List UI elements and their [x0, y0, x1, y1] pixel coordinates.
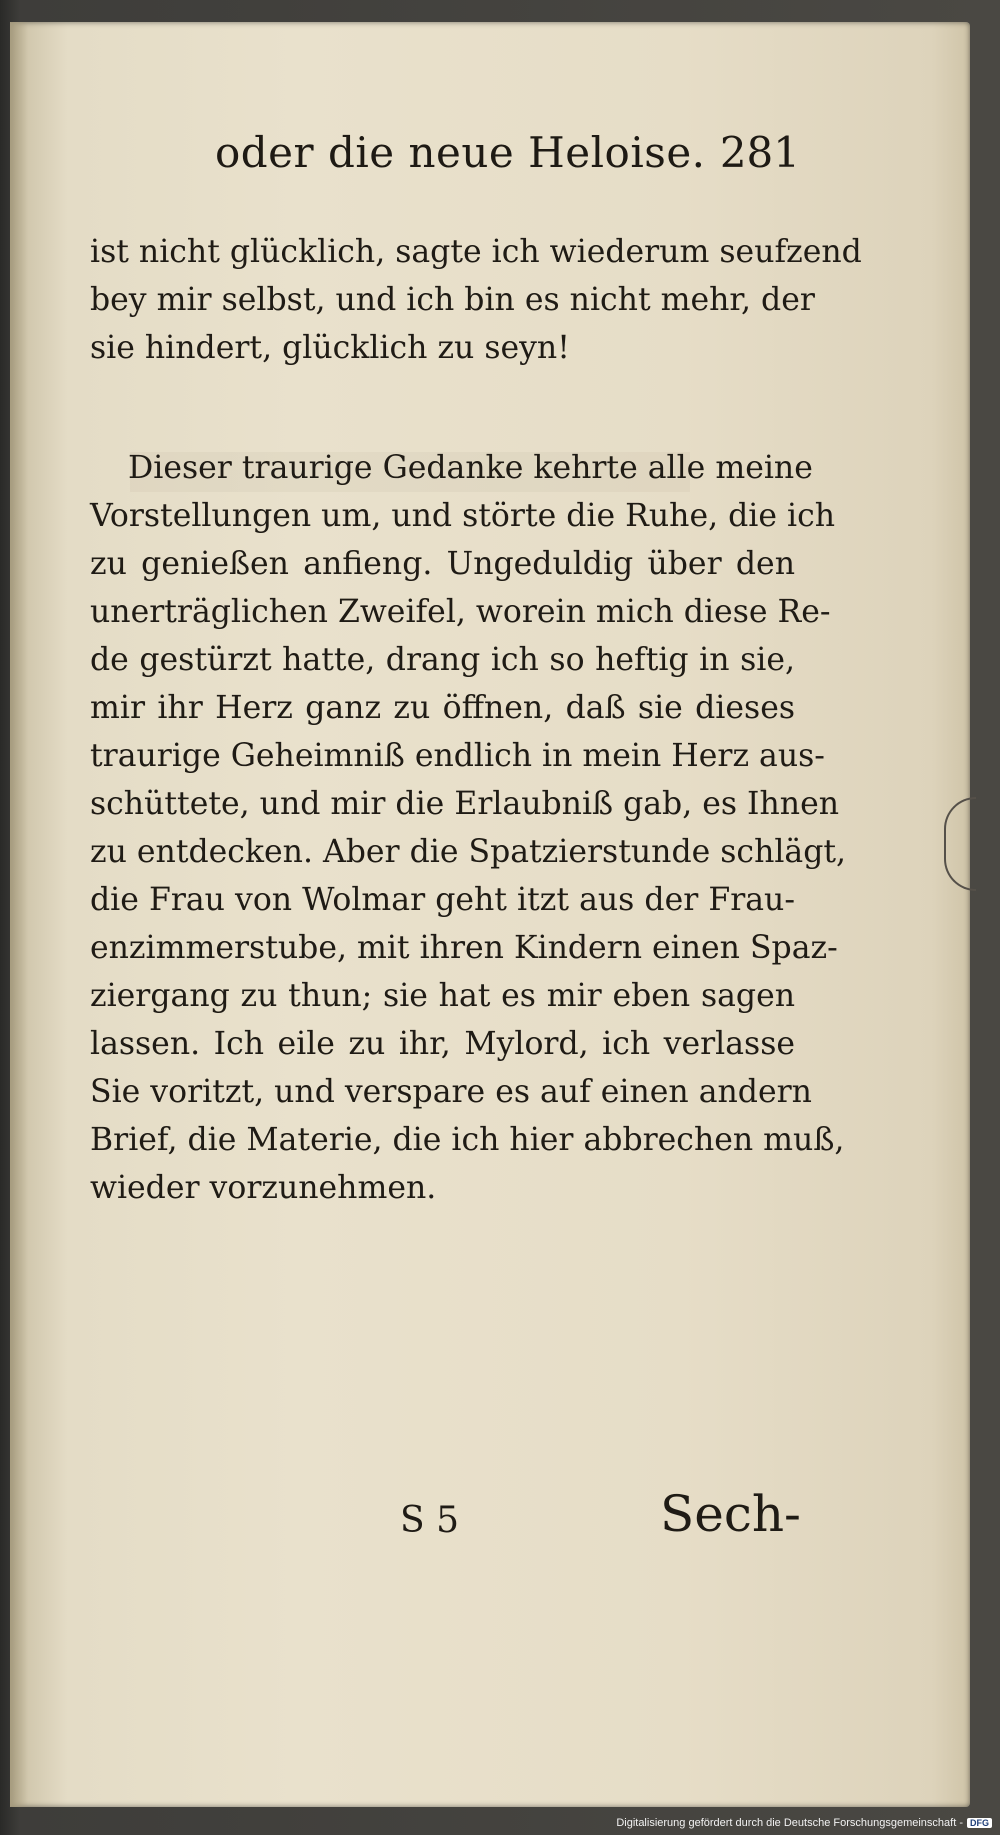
text-line: Sie voritzt, und verspare es auf einen andern	[90, 1074, 812, 1110]
digitization-credit	[616, 1815, 992, 1831]
text-line: zu genießen anfieng. Ungeduldig über den	[90, 546, 795, 582]
text-line: sie hindert, glücklich zu seyn!	[90, 330, 570, 366]
text-line: traurige Geheimniß endlich in mein Herz aus-	[90, 738, 825, 774]
text-line: Dieser traurige Gedanke kehrte alle meine	[128, 450, 813, 486]
text-line: schüttete, und mir die Erlaubniß gab, es Ihnen	[90, 786, 840, 822]
text-line: zu entdecken. Aber die Spatzierstunde schlägt,	[90, 834, 847, 870]
signature-mark: S 5	[400, 1500, 460, 1541]
paragraph-gap	[90, 372, 795, 444]
text-line: bey mir selbst, und ich bin es nicht mehr, der	[90, 282, 815, 318]
credit-text: Digitalisierung gefördert durch die Deutsche Forschungsgemeinschaft -	[616, 1817, 963, 1829]
dfg-logo-badge: DFG	[967, 1818, 992, 1828]
text-line: ziergang zu thun; sie hat es mir eben sagen	[90, 978, 795, 1014]
text-line: wieder vorzunehmen.	[90, 1170, 437, 1206]
text-line: Vorstellungen um, und störte die Ruhe, die ich	[90, 498, 836, 534]
paragraph-1	[90, 228, 862, 372]
text-line: die Frau von Wolmar geht itzt aus der Frau-	[90, 882, 795, 918]
text-line: mir ihr Herz ganz zu öffnen, daß sie dieses	[90, 690, 795, 726]
text-line: ist nicht glücklich, sagte ich wiederum seufzend	[90, 234, 862, 270]
page-edge-tab	[944, 797, 976, 891]
text-line: unerträglichen Zweifel, worein mich diese Re-	[90, 594, 831, 630]
text-line: Brief, die Materie, die ich hier abbrechen muß,	[90, 1122, 845, 1158]
text-line: lassen. Ich eile zu ihr, Mylord, ich verlasse	[90, 1026, 795, 1062]
page-number: 281	[719, 128, 800, 177]
body-text	[90, 228, 862, 1212]
page-header	[215, 128, 800, 188]
text-line: enzimmerstube, mit ihren Kindern einen Spaz-	[90, 930, 838, 966]
catchword: Sech-	[660, 1485, 801, 1543]
text-line: de gestürzt hatte, drang ich so heftig in sie,	[90, 642, 795, 678]
page-gutter-shadow	[10, 22, 28, 1807]
running-title: oder die neue Heloise.	[215, 128, 706, 177]
paragraph-2	[90, 444, 847, 1212]
